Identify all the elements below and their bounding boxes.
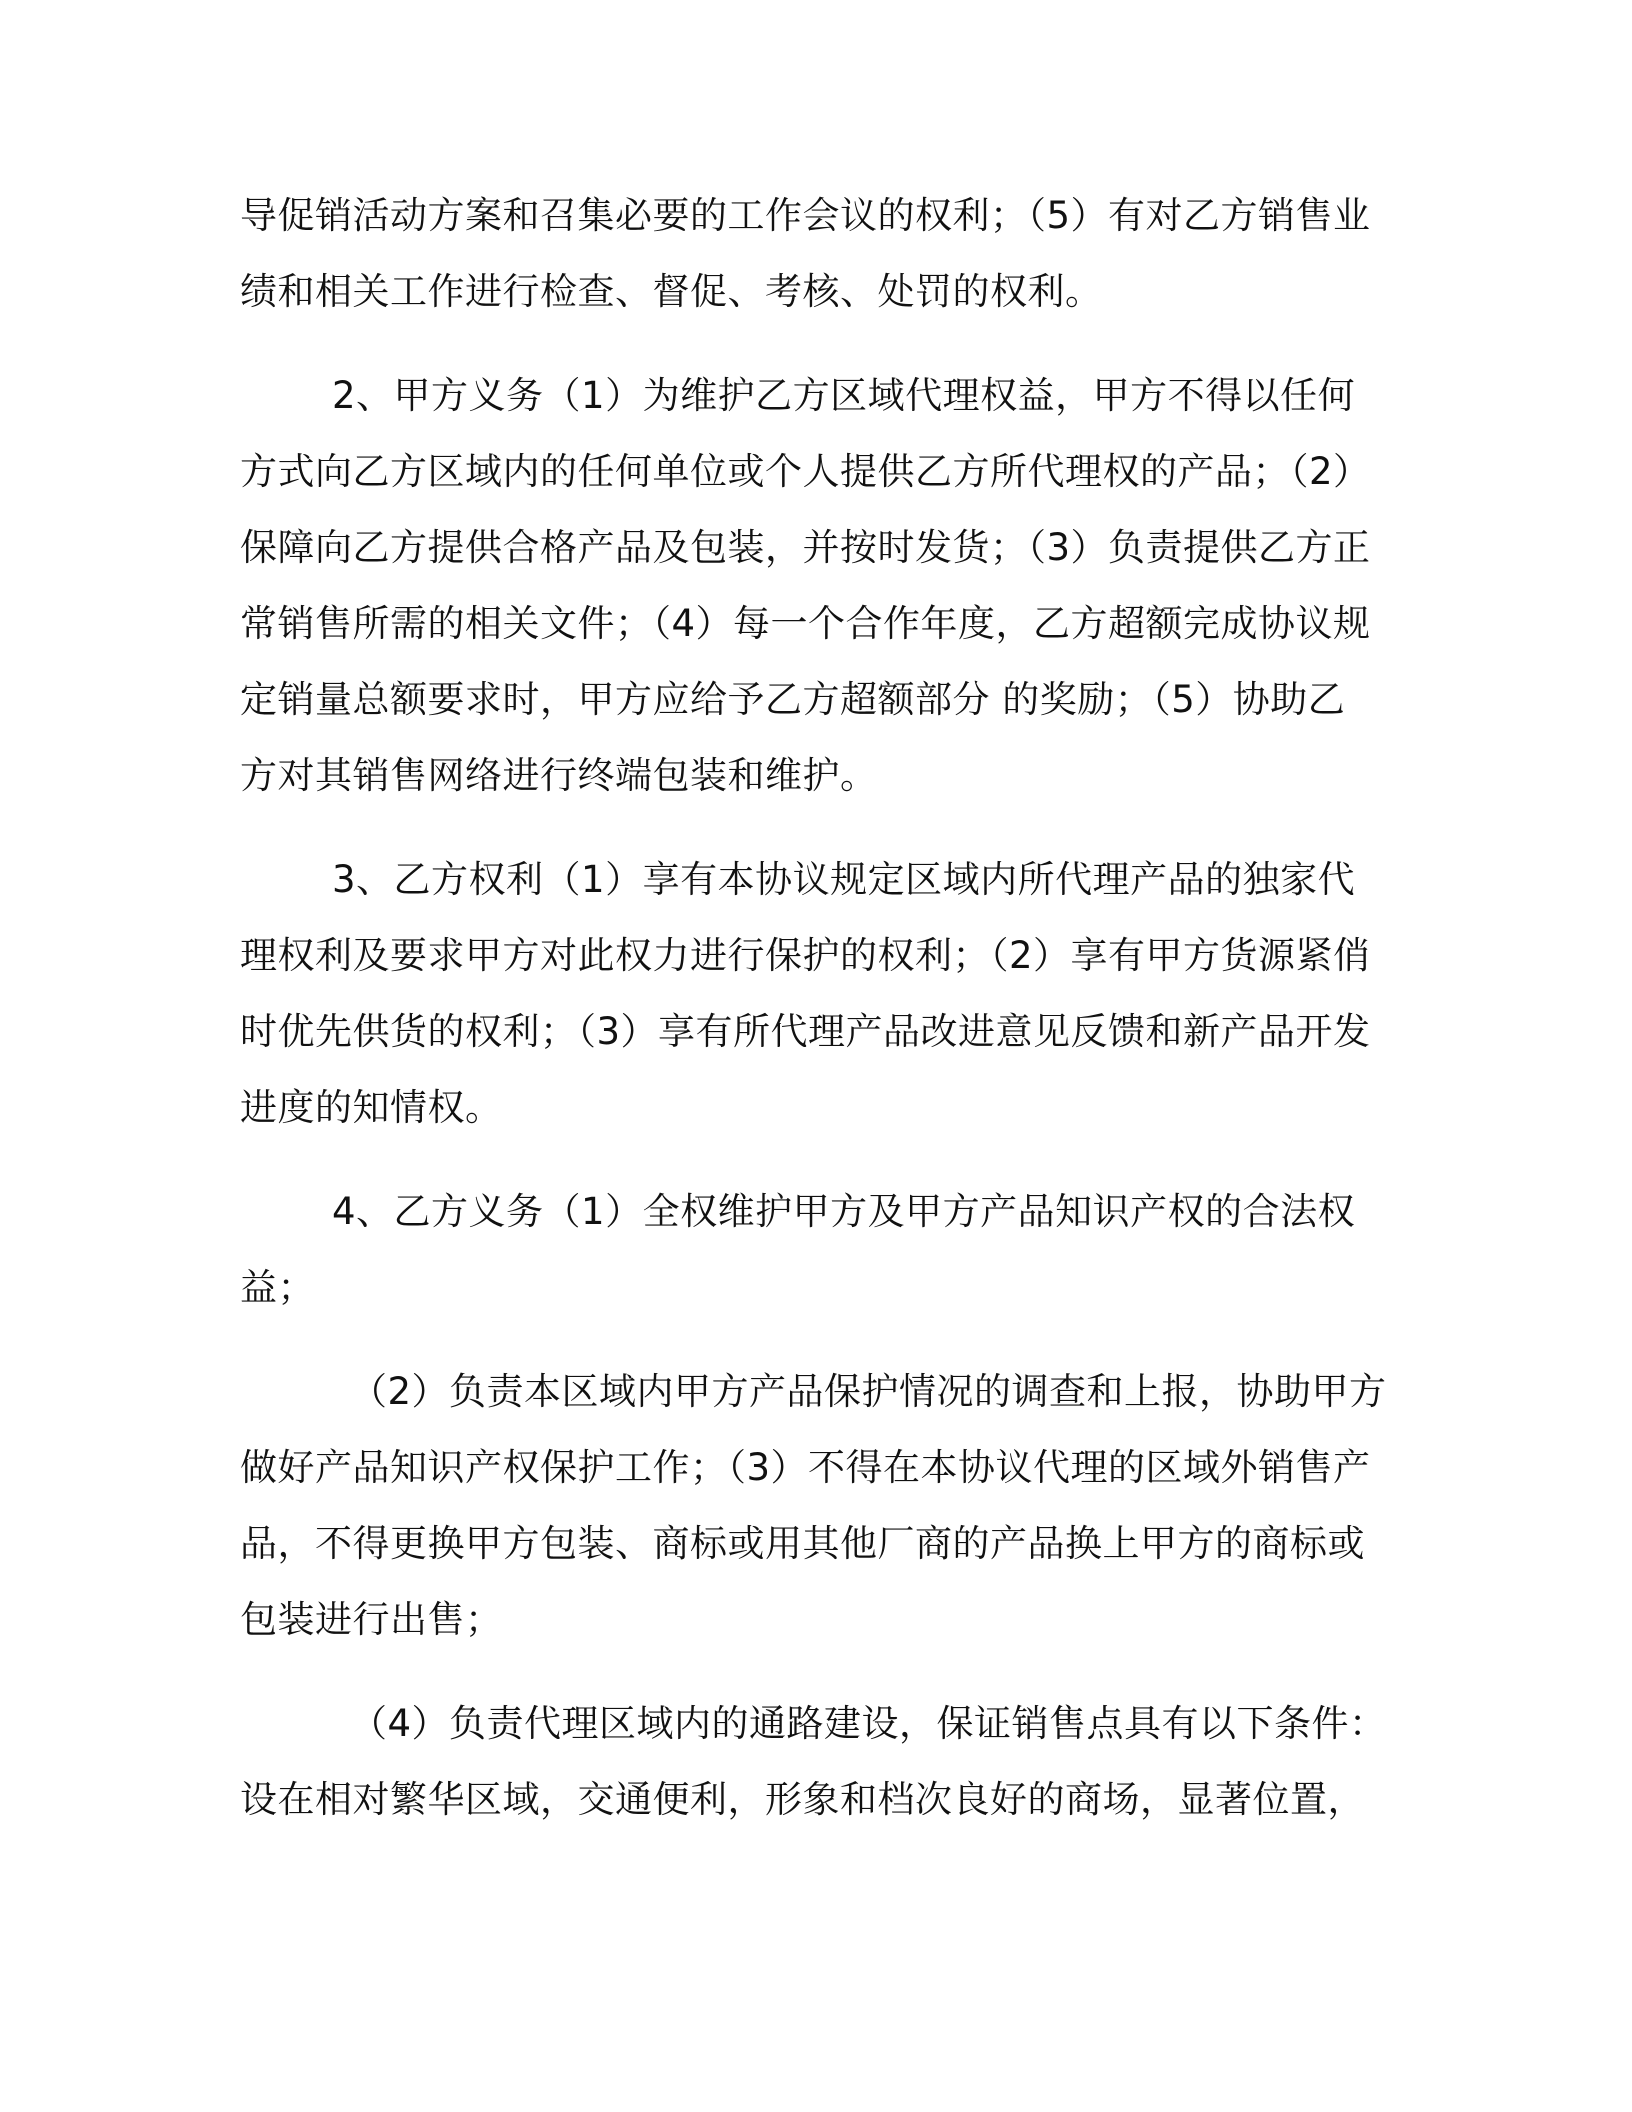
- text-line: 导促销活动方案和召集必要的工作会议的权利；（5）有对乙方销售业: [240, 194, 1371, 237]
- text-line: 绩和相关工作进行检查、督促、考核、处罚的权利。: [240, 270, 1103, 313]
- item-2-line: （2）负责本区域内甲方产品保护情况的调查和上报，协助甲方: [350, 1370, 1387, 1413]
- text-line: 常销售所需的相关文件；（4）每一个合作年度，乙方超额完成协议规: [240, 602, 1371, 645]
- section-3-heading-line: 3、乙方权利（1）享有本协议规定区域内所代理产品的独家代: [332, 858, 1356, 901]
- text-line: 益；: [240, 1266, 315, 1309]
- text-line: 保障向乙方提供合格产品及包装，并按时发货；（3）负责提供乙方正: [240, 526, 1371, 569]
- text-line: 方对其销售网络进行终端包装和维护。: [240, 754, 878, 797]
- text-line: 时优先供货的权利；（3）享有所代理产品改进意见反馈和新产品开发: [240, 1010, 1371, 1053]
- text-line: 进度的知情权。: [240, 1086, 503, 1129]
- section-4-heading-line: 4、乙方义务（1）全权维护甲方及甲方产品知识产权的合法权: [332, 1190, 1356, 1233]
- text-line: 设在相对繁华区域，交通便利，形象和档次良好的商场，显著位置，: [240, 1778, 1365, 1821]
- text-line: 方式向乙方区域内的任何单位或个人提供乙方所代理权的产品；（2）: [240, 450, 1371, 493]
- section-2-heading-line: 2、甲方义务（1）为维护乙方区域代理权益，甲方不得以任何: [332, 374, 1356, 417]
- text-line: 做好产品知识产权保护工作；（3）不得在本协议代理的区域外销售产: [240, 1446, 1371, 1489]
- item-4-line: （4）负责代理区域内的通路建设，保证销售点具有以下条件：: [350, 1702, 1387, 1745]
- text-line: 理权利及要求甲方对此权力进行保护的权利；（2）享有甲方货源紧俏: [240, 934, 1371, 977]
- text-line: 定销量总额要求时，甲方应给予乙方超额部分 的奖励；（5）协助乙: [240, 678, 1346, 721]
- text-line: 包装进行出售；: [240, 1598, 503, 1641]
- text-line: 品，不得更换甲方包装、商标或用其他厂商的产品换上甲方的商标或: [240, 1522, 1365, 1565]
